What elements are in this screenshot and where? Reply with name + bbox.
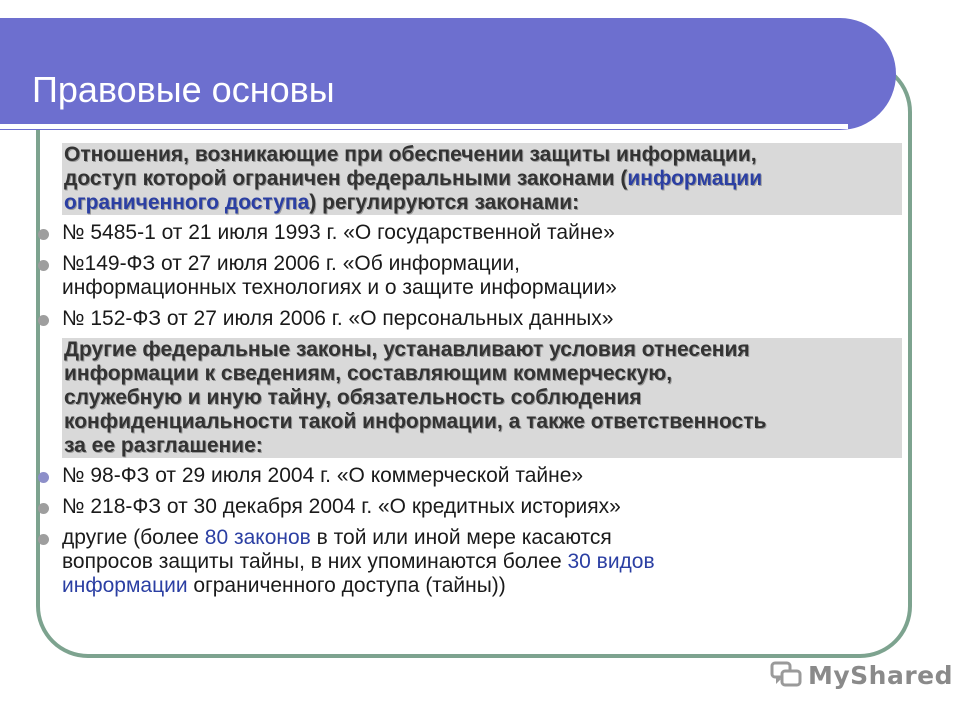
bullet-icon [38,503,49,514]
term-information: информации [62,574,188,597]
other-heading-line: за ее разглашение: [64,434,263,457]
other-heading-line: конфиденциальности такой информации, а также ответственность [64,410,767,433]
list-item [36,221,902,245]
list-item [36,464,902,488]
slide-content [62,143,902,605]
last-item-line-3 [62,574,902,598]
intro-line-1: Отношения, возникающие при обеспечении защиты информации, [64,143,757,166]
bullet-icon [38,315,49,326]
other-laws-heading [62,338,902,458]
list-item [36,526,902,598]
last-item-line-1 [62,526,902,550]
count-laws: 80 законов [204,526,311,549]
list-item [36,252,902,300]
bullet-icon [38,472,49,483]
watermark-text: MyShared [808,660,954,690]
last-item-text: другие (более [62,526,205,549]
other-heading-line: Другие федеральные законы, устанавливают условия отнесения [64,338,750,361]
intro-heading [62,143,902,215]
list-item [36,495,902,519]
law-text: информационных технологиях и о защите информации» [62,276,617,299]
list-item [36,307,902,331]
title-bar [0,18,896,130]
bullet-icon [38,229,49,240]
watermark [770,658,953,692]
other-heading-line: информации к сведениям, составляющим коммерческую, [64,362,673,385]
other-heading-line: служебную и иную тайну, обязательность соблюдения [64,386,642,409]
law-text: № 98-ФЗ от 29 июля 2004 г. «О коммерческой тайне» [62,464,584,487]
count-types: 30 видов [567,550,655,573]
law-text: № 218-ФЗ от 30 декабря 2004 г. «О кредитных историях» [62,495,621,518]
law-text: №149-ФЗ от 27 июля 2006 г. «Об информации, [62,252,520,275]
bullet-icon [38,260,49,271]
last-item-text: ограниченного доступа (тайны)) [187,574,506,597]
last-item-text: в той или иной мере касаются [310,526,612,549]
intro-line-3 [64,191,902,215]
intro-term-1: информации [627,167,763,190]
title-underline [0,124,848,129]
last-item-text: вопросов защиты тайны, в них упоминаются более [62,550,568,573]
law-text: № 152-ФЗ от 27 июля 2006 г. «О персональных данных» [62,307,614,330]
slide-title: Правовые основы [32,69,335,110]
law-text: № 5485-1 от 21 июля 1993 г. «О государственной тайне» [62,221,615,244]
intro-term-2: ограниченного доступа [64,191,310,214]
bullet-icon [38,534,49,545]
myshared-logo-icon [770,660,802,690]
intro-line-3-text: ) регулируются законами: [309,191,580,214]
intro-line-2 [64,167,902,191]
intro-line-2-text: доступ которой ограничен федеральными законами ( [64,167,628,190]
last-item-line-2 [62,550,902,574]
